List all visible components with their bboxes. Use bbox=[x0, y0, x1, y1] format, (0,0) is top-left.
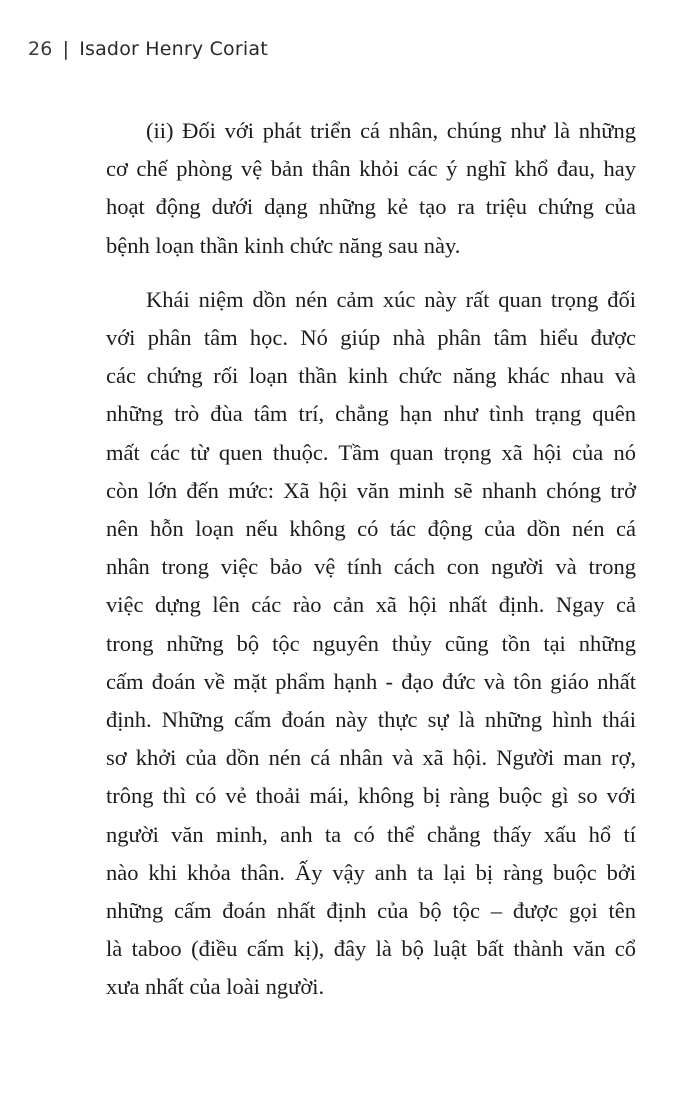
page-number: 26 bbox=[28, 38, 53, 60]
text-line: (ii) Đối với phát triển cá nhân, chúng như là những bbox=[146, 118, 636, 143]
text-line: nhân trong việc bảo vệ tính cách con người và trong bbox=[106, 554, 636, 580]
paragraph-1 bbox=[106, 112, 636, 265]
author-name: Isador Henry Coriat bbox=[79, 38, 268, 60]
text-line: hoạt động dưới dạng những kẻ tạo ra triệu chứng của bbox=[106, 194, 636, 220]
text-line: những trò đùa tâm trí, chẳng hạn như tình trạng quên bbox=[106, 401, 636, 427]
text-line: nên hỗn loạn nếu không có tác động của dồn nén cá bbox=[106, 516, 636, 542]
text-line: nào khi khỏa thân. Ấy vậy anh ta lại bị ràng buộc bởi bbox=[106, 859, 636, 885]
text-line: là taboo (điều cấm kị), đây là bộ luật bất thành văn cổ bbox=[106, 936, 636, 962]
text-line: việc dựng lên các rào cản xã hội nhất định. Ngay cả bbox=[106, 592, 636, 618]
text-line: Khái niệm dồn nén cảm xúc này rất quan trọng đối bbox=[146, 286, 636, 312]
header-separator: | bbox=[62, 38, 70, 60]
text-line: còn lớn đến mức: Xã hội văn minh sẽ nhanh chóng trở bbox=[106, 477, 636, 503]
text-line: với phân tâm học. Nó giúp nhà phân tâm hiểu được bbox=[106, 325, 636, 351]
text-line: cơ chế phòng vệ bản thân khỏi các ý nghĩ khổ đau, hay bbox=[106, 156, 636, 182]
running-head bbox=[28, 38, 268, 60]
text-line: định. Những cấm đoán này thực sự là những hình thái bbox=[106, 707, 636, 733]
text-line: người văn minh, anh ta có thể chẳng thấy xấu hổ tí bbox=[106, 821, 636, 847]
text-line: cấm đoán về mặt phẩm hạnh - đạo đức và tôn giáo nhất bbox=[106, 668, 636, 694]
text-line: những cấm đoán nhất định của bộ tộc – được gọi tên bbox=[106, 898, 636, 924]
text-line: sơ khởi của dồn nén cá nhân và xã hội. Người man rợ, bbox=[106, 745, 636, 771]
text-line: bệnh loạn thần kinh chức năng sau này. bbox=[106, 232, 461, 258]
body-text bbox=[106, 112, 636, 1007]
text-line: xưa nhất của loài người. bbox=[106, 974, 325, 1000]
text-line: trong những bộ tộc nguyên thủy cũng tồn tại những bbox=[106, 630, 636, 656]
text-line: các chứng rối loạn thần kinh chức năng khác nhau và bbox=[106, 363, 636, 389]
text-line: trông thì có vẻ thoải mái, không bị ràng buộc gì so với bbox=[106, 783, 636, 809]
text-line: mất các từ quen thuộc. Tầm quan trọng xã hội của nó bbox=[106, 439, 636, 465]
paragraph-2 bbox=[106, 281, 636, 1007]
